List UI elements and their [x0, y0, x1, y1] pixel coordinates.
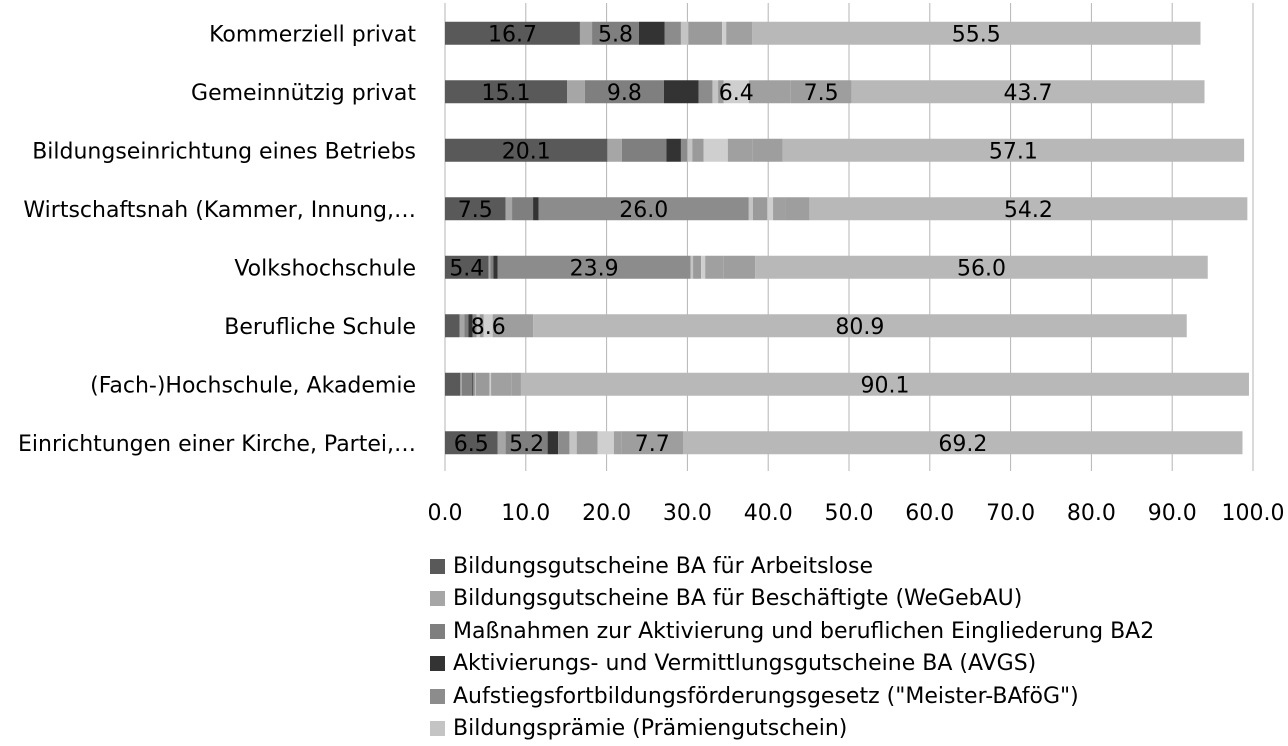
bar-segment [701, 256, 705, 279]
legend-label: Bildungsgutscheine BA für Arbeitslose [453, 553, 873, 579]
data-label: 57.1 [988, 139, 1038, 165]
bar-segment [749, 80, 791, 103]
bar-segment [704, 139, 728, 162]
x-tick-label: 70.0 [986, 501, 1036, 526]
data-label: 7.5 [457, 197, 493, 223]
legend-label: Bildungsgutscheine BA für Beschäftigte (WeGebAU) [453, 586, 1023, 612]
x-tick-label: 100.0 [1221, 501, 1285, 526]
legend-swatch [430, 624, 445, 639]
bar-segment [580, 22, 592, 45]
x-tick-label: 0.0 [427, 501, 463, 526]
bar-segment [533, 197, 539, 220]
bar-segment [705, 256, 724, 279]
legend-label: Aufstiegsfortbildungsförderungsgesetz ("Meister-BAföG") [453, 683, 1079, 709]
bar-segment [569, 431, 576, 454]
bar-segment [724, 256, 756, 279]
category-label: Wirtschaftsnah (Kammer, Innung,… [23, 197, 416, 223]
x-tick-label: 50.0 [824, 501, 874, 526]
bar-segment [639, 22, 665, 45]
bar-segment [460, 314, 465, 337]
bar-segment [691, 256, 693, 279]
bar-segment [753, 197, 768, 220]
x-tick-label: 80.0 [1066, 501, 1116, 526]
bar-segment [489, 256, 491, 279]
data-label: 6.4 [718, 80, 754, 106]
data-label: 20.1 [501, 139, 551, 165]
bar-segment [607, 139, 622, 162]
data-label: 56.0 [957, 256, 1007, 282]
category-label: Gemeinnützig privat [191, 80, 416, 106]
data-label: 5.2 [509, 431, 545, 457]
x-tick-label: 30.0 [662, 501, 712, 526]
bar-segment [728, 139, 753, 162]
bar-segment [749, 197, 753, 220]
legend-swatch [430, 689, 445, 704]
legend-swatch [430, 559, 445, 574]
bar-segment [548, 431, 559, 454]
bar-segment [498, 431, 506, 454]
legend-item [430, 615, 1154, 648]
bar-segment [753, 139, 783, 162]
data-label: 15.1 [481, 80, 531, 106]
category-label: Berufliche Schule [224, 314, 416, 340]
data-label: 7.7 [634, 431, 670, 457]
legend-label: Bildungsprämie (Prämiengutschein) [453, 716, 848, 742]
bar-segment [726, 22, 752, 45]
bar-segment [472, 373, 473, 396]
bar-segment [462, 373, 473, 396]
legend-swatch [430, 721, 445, 736]
category-label: Volkshochschule [234, 256, 416, 282]
data-label: 5.8 [597, 22, 633, 48]
legend-swatch [430, 591, 445, 606]
bar-segment [506, 197, 512, 220]
bar-segment [512, 197, 533, 220]
legend-item [430, 713, 1154, 746]
bar-segment [511, 373, 521, 396]
data-label: 54.2 [1003, 197, 1053, 223]
category-label: Einrichtungen einer Kirche, Partei,… [18, 431, 416, 457]
legend-swatch [430, 656, 445, 671]
legend-label: Maßnahmen zur Aktivierung und beruflichen Eingliederung BA2 [453, 618, 1155, 644]
category-label: (Fach-)Hochschule, Akademie [90, 373, 416, 399]
bar-segment [476, 373, 490, 396]
bar-segment [722, 22, 726, 45]
bar-segment [664, 80, 699, 103]
bar-segment [622, 139, 666, 162]
x-tick-label: 90.0 [1147, 501, 1197, 526]
bar-segment [567, 80, 585, 103]
bar-segment [460, 373, 462, 396]
legend-item [430, 648, 1154, 681]
data-label: 26.0 [619, 197, 669, 223]
legend-item [430, 550, 1154, 583]
bar-segment [558, 431, 569, 454]
bar-segment [773, 197, 786, 220]
x-tick-label: 10.0 [501, 501, 551, 526]
data-label: 16.7 [487, 22, 537, 48]
bar-segment [491, 373, 511, 396]
bar-segment [475, 373, 476, 396]
data-label: 69.2 [938, 431, 988, 457]
bar-segment [445, 314, 460, 337]
data-label: 9.8 [606, 80, 642, 106]
bar-segment [687, 139, 692, 162]
bar-segment [666, 139, 681, 162]
bar-segment [786, 197, 809, 220]
category-label: Bildungseinrichtung eines Betriebs [32, 139, 416, 165]
bar-segment [493, 256, 497, 279]
x-tick-label: 40.0 [743, 501, 793, 526]
bar-segment [693, 256, 701, 279]
category-label: Kommerziell privat [209, 22, 416, 48]
data-label: 23.9 [569, 256, 619, 282]
bar-segment [490, 256, 493, 279]
bar-segment [681, 139, 687, 162]
bar-segment [577, 431, 598, 454]
bar-segment [767, 197, 773, 220]
data-label: 6.5 [453, 431, 489, 457]
bar-segment [489, 373, 491, 396]
data-label: 80.9 [835, 314, 885, 340]
bar-segment [688, 22, 722, 45]
x-tick-label: 60.0 [905, 501, 955, 526]
bar-segment [598, 431, 614, 454]
legend-item [430, 680, 1154, 713]
bar-segment [445, 373, 460, 396]
bar-segment [712, 80, 718, 103]
bar-segment [464, 314, 468, 337]
data-label: 43.7 [1003, 80, 1053, 106]
legend-label: Aktivierungs- und Vermittlungsgutscheine BA (AVGS) [453, 651, 1037, 677]
bar-segment [614, 431, 621, 454]
bar-segment [692, 139, 703, 162]
data-label: 5.4 [449, 256, 485, 282]
data-label: 8.6 [470, 314, 506, 340]
data-label: 55.5 [951, 22, 1001, 48]
data-label: 90.1 [860, 373, 910, 399]
bar-segment [665, 22, 681, 45]
data-label: 7.5 [803, 80, 839, 106]
bar-segment [681, 22, 688, 45]
bar-segment [699, 80, 713, 103]
legend-item [430, 583, 1154, 616]
chart-legend [430, 550, 1154, 745]
bar-segment [473, 373, 475, 396]
x-tick-label: 20.0 [582, 501, 632, 526]
